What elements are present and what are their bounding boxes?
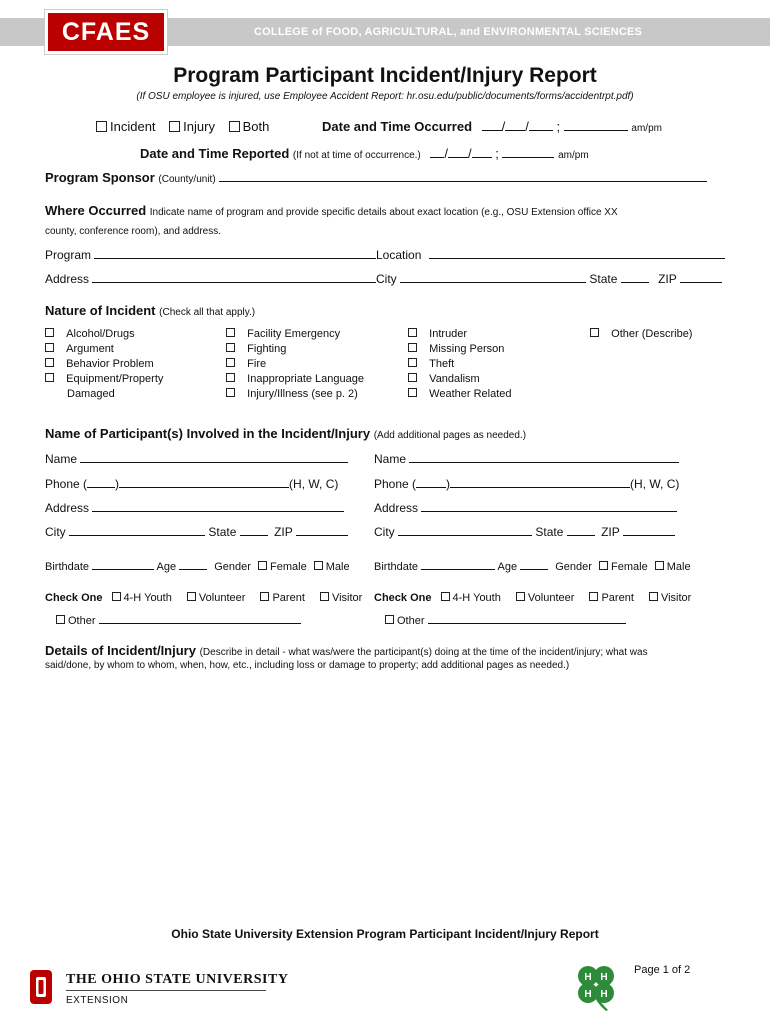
nature-row (45, 303, 255, 318)
p1-address-field[interactable] (92, 500, 344, 512)
city-state-zip-row (376, 271, 722, 286)
nature-col-4 (590, 327, 692, 342)
nature-option[interactable]: Other (Describe) (590, 327, 692, 342)
sponsor-field[interactable] (219, 170, 707, 182)
p1-city-field[interactable] (69, 524, 205, 536)
date-occurred-label: Date and Time Occurred (322, 119, 473, 134)
nature-option[interactable]: Injury/Illness (see p. 2) (226, 387, 364, 402)
p1-area-code-field[interactable] (87, 476, 115, 488)
state-field[interactable] (621, 271, 649, 283)
program-label: Program (45, 248, 92, 262)
svg-text:H: H (600, 989, 608, 1000)
p2-phone-row: Phone ( ) (H, W, C) (374, 477, 680, 491)
checkbox[interactable] (226, 328, 235, 337)
p2-city-field[interactable] (398, 524, 532, 536)
checkbox[interactable] (226, 373, 235, 382)
p2-other-checkbox[interactable] (385, 615, 394, 624)
participants-note: (Add additional pages as needed.) (373, 430, 527, 441)
page-number: Page 1 of 2 (634, 964, 691, 976)
p2-address-row: Address (374, 500, 677, 515)
cfaes-logo (44, 9, 168, 55)
sponsor-label: Program Sponsor (45, 170, 155, 185)
occurred-time-field[interactable] (564, 119, 628, 131)
location-label: Location (376, 248, 422, 262)
zip-label: ZIP (658, 272, 677, 286)
date-reported-row: Date and Time Reported (If not at time of occurrence.) / / ; am/pm (140, 146, 589, 161)
nature-option[interactable]: Theft (408, 357, 512, 372)
svg-text:H: H (584, 972, 592, 983)
p2-phone-field[interactable] (450, 476, 630, 488)
checkbox[interactable] (408, 343, 417, 352)
program-row (45, 247, 376, 262)
p1-visitor-checkbox[interactable] (320, 592, 329, 601)
sponsor-row (45, 170, 707, 185)
details-text-area[interactable] (45, 680, 725, 910)
both-checkbox[interactable] (229, 121, 240, 132)
reported-time-field[interactable] (502, 146, 554, 158)
program-field[interactable] (94, 247, 376, 259)
nature-col-2 (226, 327, 364, 402)
city-label: City (376, 272, 397, 286)
cfaes-logo-text: CFAES (48, 13, 164, 51)
reported-day-field[interactable] (448, 146, 468, 158)
checkbox[interactable] (45, 358, 54, 367)
zip-field[interactable] (680, 271, 722, 283)
osu-divider (66, 990, 266, 991)
address-row (45, 271, 376, 286)
reported-month-field[interactable] (430, 146, 444, 158)
p2-city-row: City State ZIP (374, 524, 675, 539)
checkbox[interactable] (408, 328, 417, 337)
nature-option[interactable]: Fighting (226, 342, 364, 357)
checkbox[interactable] (590, 328, 599, 337)
p1-youth-checkbox[interactable] (112, 592, 121, 601)
checkbox[interactable] (45, 373, 54, 382)
p2-other-row: Other (385, 612, 626, 627)
checkbox[interactable] (408, 373, 417, 382)
four-h-clover-icon (572, 962, 620, 1012)
where-row (45, 203, 618, 218)
osu-unit: EXTENSION (66, 995, 129, 1006)
p1-name-row: Name (45, 451, 348, 466)
p1-name-field[interactable] (80, 451, 348, 463)
p1-phone-row: Phone ( ) (H, W, C) (45, 477, 339, 491)
p2-male-checkbox[interactable] (655, 561, 664, 570)
p2-volunteer-checkbox[interactable] (516, 592, 525, 601)
where-desc-1: Indicate name of program and provide specific details about exact location (e.g., OSU Extension office XX (149, 207, 618, 218)
nature-option-cont: Damaged (67, 388, 115, 400)
p1-male-checkbox[interactable] (314, 561, 323, 570)
checkbox[interactable] (226, 388, 235, 397)
address-label: Address (45, 272, 90, 286)
p1-other-row: Other (56, 612, 301, 627)
details-label: Details of Incident/Injury (45, 643, 196, 658)
p2-role-row: Check One 4-H Youth Volunteer Parent Visitor (374, 592, 692, 604)
svg-text:H: H (600, 972, 608, 983)
page-subtitle: (If OSU employee is injured, use Employee Accident Report: hr.osu.edu/public/documents/forms/accidentrpt.pdf) (136, 91, 634, 102)
p1-volunteer-checkbox[interactable] (187, 592, 196, 601)
nature-option[interactable]: Inappropriate Language (226, 372, 364, 387)
where-desc-2: county, conference room), and address. (45, 226, 222, 237)
checkbox[interactable] (408, 358, 417, 367)
nature-label: Nature of Incident (45, 303, 156, 318)
details-desc-1: (Describe in detail - what was/were the participant(s) doing at the time of the incident/injury; what was (199, 647, 648, 658)
svg-text:H: H (584, 989, 592, 1000)
nature-option[interactable]: Facility Emergency (226, 327, 364, 342)
incident-checkbox[interactable] (96, 121, 107, 132)
nature-option[interactable]: Fire (226, 357, 364, 372)
nature-option[interactable]: Missing Person (408, 342, 512, 357)
p2-parent-checkbox[interactable] (589, 592, 598, 601)
osu-name: THE OHIO STATE UNIVERSITY (66, 972, 289, 987)
city-field[interactable] (400, 271, 586, 283)
nature-option[interactable]: Equipment/Property (45, 372, 163, 387)
p1-role-row: Check One 4-H Youth Volunteer Parent Visitor (45, 592, 363, 604)
p2-birthdate-field[interactable] (421, 558, 495, 570)
nature-option[interactable]: Intruder (408, 327, 512, 342)
p1-birth-row: Birthdate Age Gender Female Male (45, 558, 350, 573)
p2-name-field[interactable] (409, 451, 679, 463)
participants-row (45, 426, 526, 441)
nature-col-1 (45, 327, 163, 402)
participants-label: Name of Participant(s) Involved in the Incident/Injury (45, 426, 371, 441)
injury-checkbox[interactable] (169, 121, 180, 132)
p1-address-row: Address (45, 500, 344, 515)
p1-other-field[interactable] (99, 612, 301, 624)
p2-age-field[interactable] (520, 558, 548, 570)
p2-address-field[interactable] (421, 500, 677, 512)
p2-female-checkbox[interactable] (599, 561, 608, 570)
nature-option[interactable]: Vandalism (408, 372, 512, 387)
p1-birthdate-field[interactable] (92, 558, 154, 570)
p2-area-code-field[interactable] (416, 476, 446, 488)
college-name: COLLEGE of FOOD, AGRICULTURAL, and ENVIRONMENTAL SCIENCES (254, 26, 643, 38)
type-options (96, 119, 269, 134)
p1-state-field[interactable] (240, 524, 268, 536)
address-field[interactable] (92, 271, 376, 283)
location-row (376, 247, 725, 262)
date-reported-label: Date and Time Reported (140, 146, 290, 161)
p2-zip-field[interactable] (623, 524, 675, 536)
date-reported-note: (If not at time of occurrence.) (292, 150, 421, 161)
occurred-year-field[interactable] (529, 119, 553, 131)
p2-state-field[interactable] (567, 524, 595, 536)
p1-parent-checkbox[interactable] (260, 592, 269, 601)
state-label: State (589, 272, 618, 286)
osu-block-o-icon (30, 970, 52, 1004)
p1-other-checkbox[interactable] (56, 615, 65, 624)
date-occurred-row: Date and Time Occurred / / ; am/pm (322, 119, 662, 134)
reported-ampm: am/pm (558, 150, 589, 161)
checkbox[interactable] (226, 343, 235, 352)
footer-title: Ohio State University Extension Program Participant Incident/Injury Report (171, 927, 599, 941)
checkbox[interactable] (45, 328, 54, 337)
injury-label: Injury (183, 119, 215, 134)
p1-age-field[interactable] (179, 558, 207, 570)
details-desc-2: said/done, by whom to whom, when, how, etc., including loss or damage to property; add additional pages as needed.) (45, 660, 570, 671)
nature-option[interactable]: Argument (45, 342, 163, 357)
where-label: Where Occurred (45, 203, 147, 218)
nature-col-3 (408, 327, 512, 402)
both-label: Both (242, 119, 270, 134)
occurred-month-field[interactable] (482, 119, 502, 131)
checkbox[interactable] (226, 358, 235, 367)
page-title: Program Participant Incident/Injury Report (173, 64, 597, 87)
p2-birth-row: Birthdate Age Gender Female Male (374, 558, 691, 573)
checkbox[interactable] (45, 343, 54, 352)
nature-option[interactable]: Behavior Problem (45, 357, 163, 372)
incident-label: Incident (110, 119, 156, 134)
occurred-day-field[interactable] (505, 119, 525, 131)
p2-visitor-checkbox[interactable] (649, 592, 658, 601)
sponsor-note: (County/unit) (158, 174, 216, 185)
p1-zip-field[interactable] (296, 524, 348, 536)
p1-city-row: City State ZIP (45, 524, 348, 539)
nature-option[interactable]: Weather Related (408, 387, 512, 402)
occurred-ampm: am/pm (631, 123, 662, 134)
p2-other-field[interactable] (428, 612, 626, 624)
checkbox[interactable] (408, 388, 417, 397)
p1-phone-field[interactable] (119, 476, 289, 488)
p2-youth-checkbox[interactable] (441, 592, 450, 601)
location-field[interactable] (429, 247, 725, 259)
nature-note: (Check all that apply.) (159, 307, 256, 318)
nature-option[interactable]: Alcohol/Drugs (45, 327, 163, 342)
reported-year-field[interactable] (472, 146, 492, 158)
details-row (45, 643, 648, 658)
p1-female-checkbox[interactable] (258, 561, 267, 570)
p2-name-row: Name (374, 451, 679, 466)
